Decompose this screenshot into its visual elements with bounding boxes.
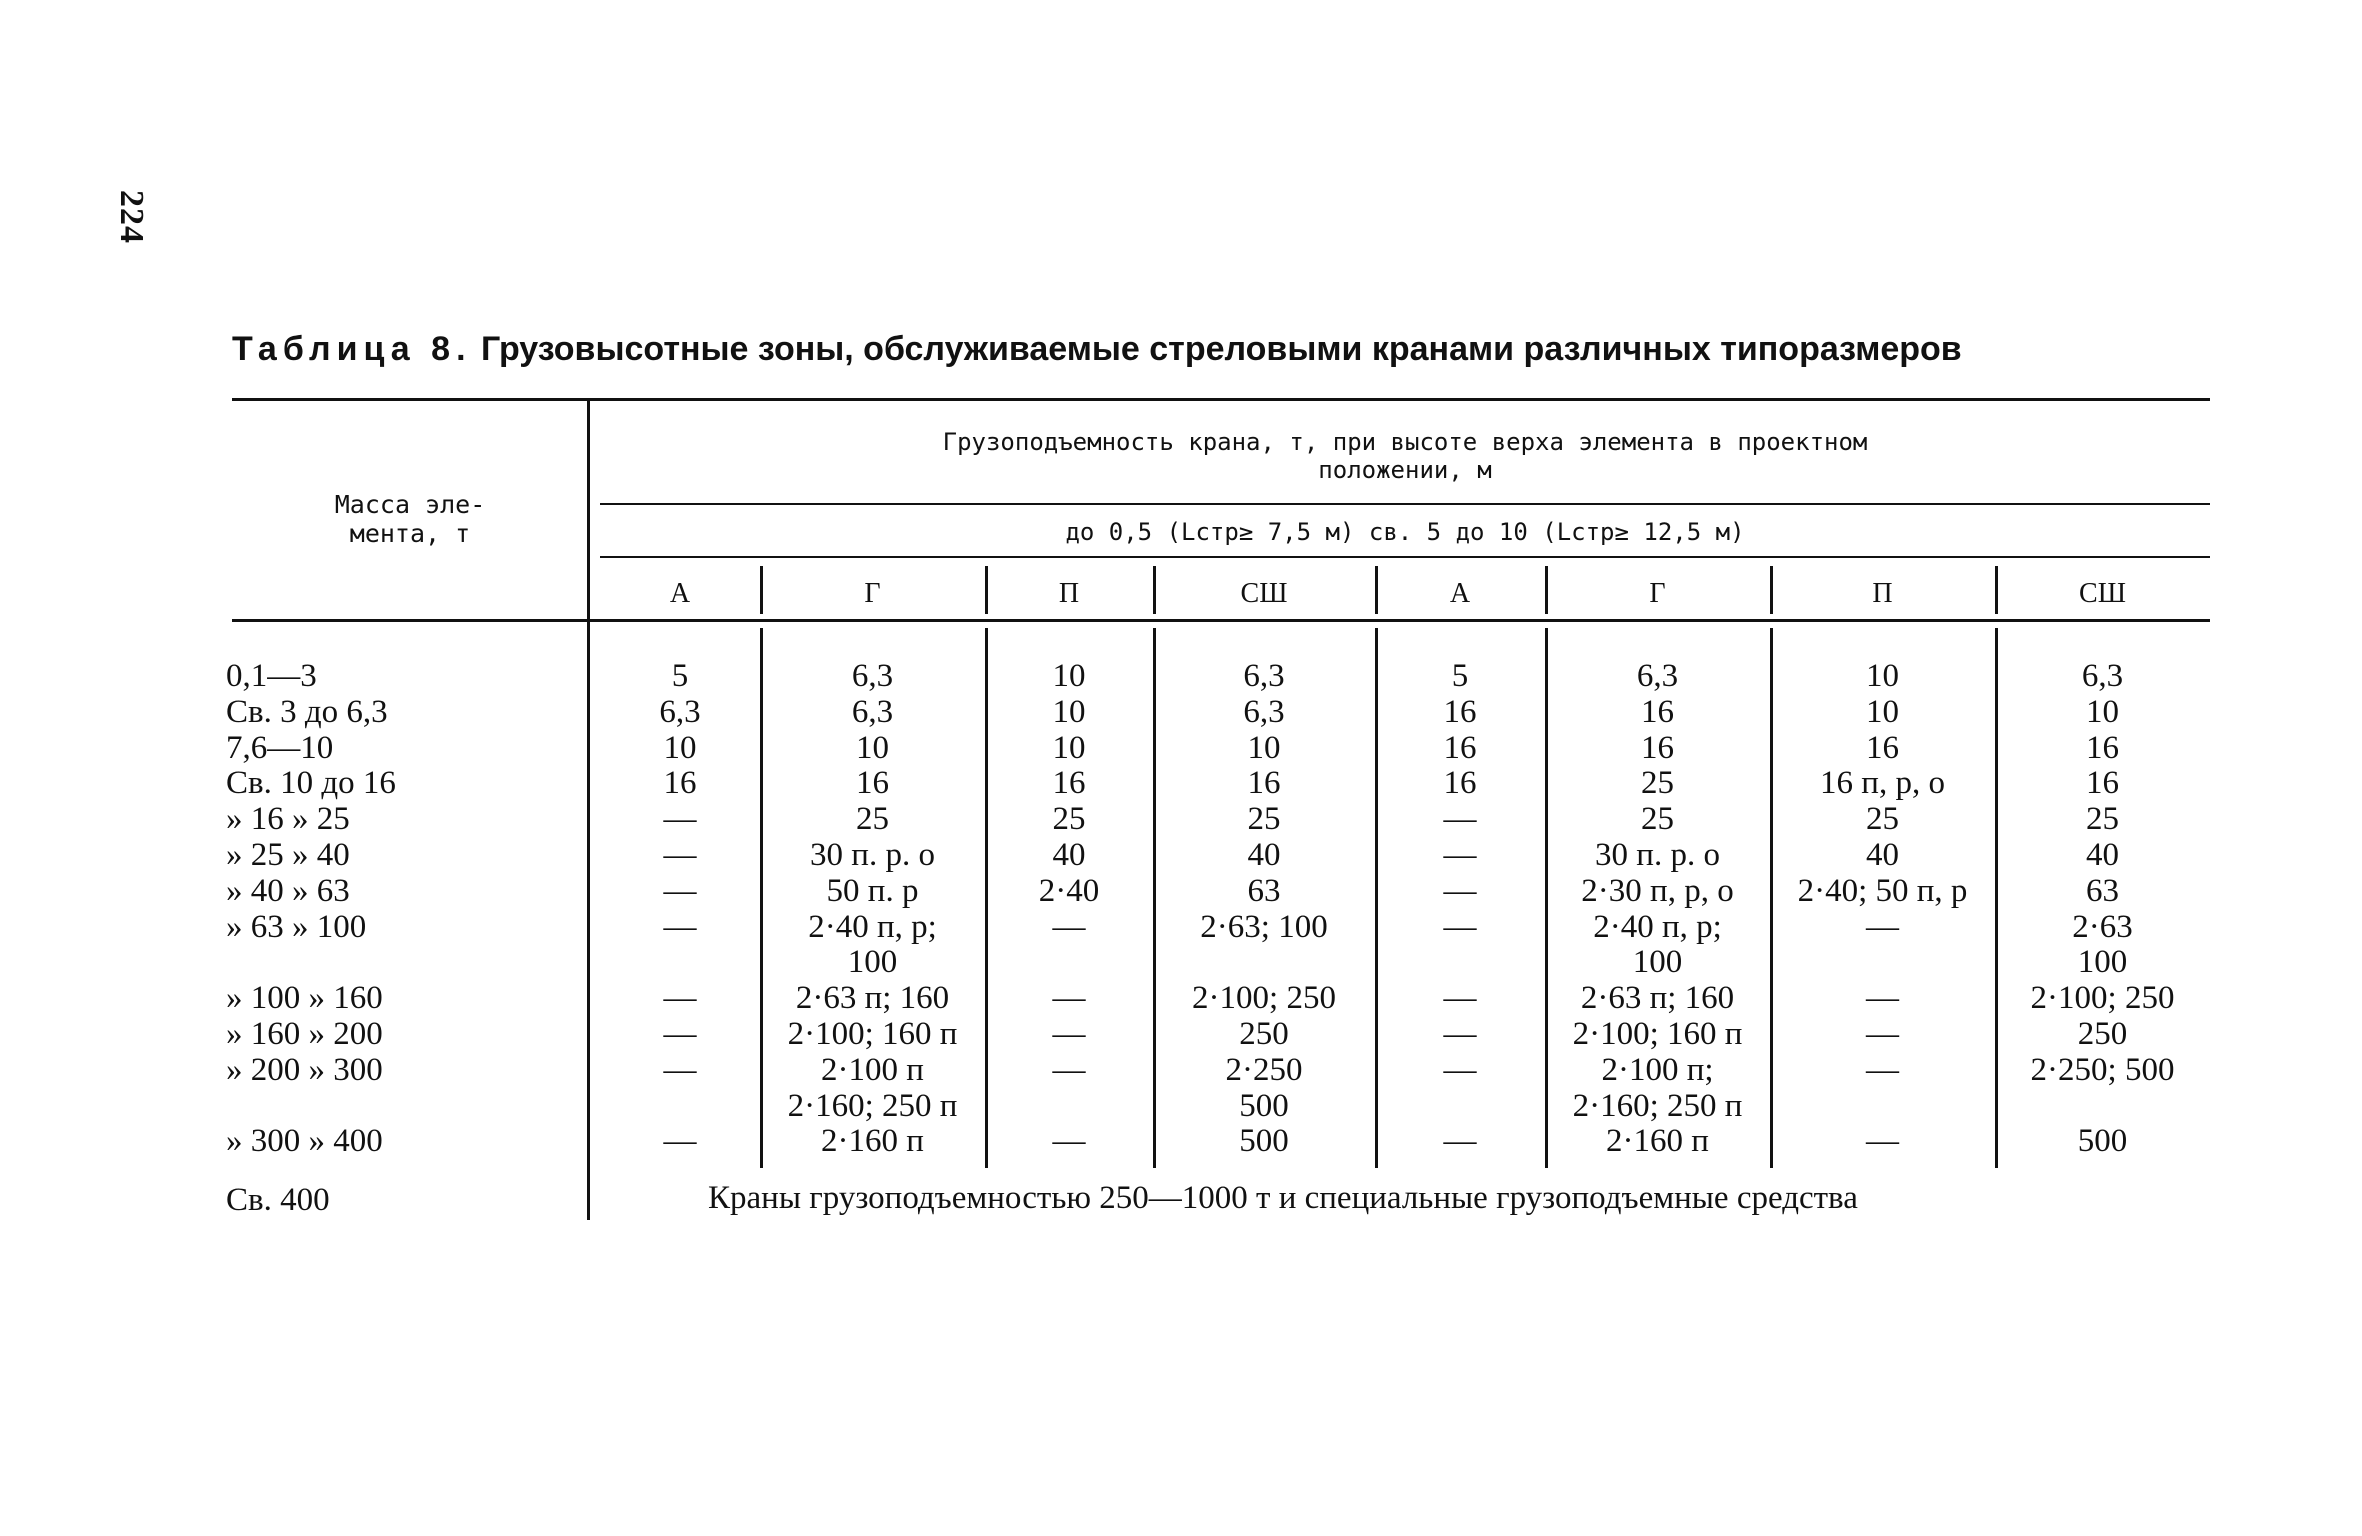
mass-header-line1: Масса эле- xyxy=(334,490,486,519)
table-cell: 16 xyxy=(1641,693,1674,730)
table-cell: — xyxy=(663,1123,697,1160)
table-cell: 250 xyxy=(2077,1016,2128,1052)
table-cell: 16 xyxy=(1443,729,1477,766)
table-cell: 10 xyxy=(1052,658,1086,694)
table-cell: 2·30 п, р, о xyxy=(1581,872,1734,909)
table-cell: 40 xyxy=(1866,837,1899,873)
table-cell: 100 xyxy=(2077,944,2128,981)
mass-column-divider xyxy=(587,400,590,1220)
table-cell: 10 xyxy=(1866,693,1899,730)
table-cell: 6,3 xyxy=(851,658,894,694)
header-column-divider xyxy=(1770,566,1773,614)
table-cell: 25 xyxy=(1247,801,1281,838)
table-cell: — xyxy=(663,1016,697,1052)
table-cell: 40 xyxy=(2086,837,2119,873)
table-cell: 2·160 п xyxy=(821,1123,924,1160)
table-cell: 2·40; 50 п, р xyxy=(1797,872,1968,909)
table-cell: 30 п. р. о xyxy=(1595,837,1720,873)
table-cell: 2·250; 500 xyxy=(2030,1051,2175,1088)
table-cell: 2·160 п xyxy=(1606,1123,1709,1160)
table-cell: — xyxy=(1866,1016,1899,1052)
table-cell: — xyxy=(663,872,697,909)
table-caption xyxy=(232,330,1962,369)
header-column-divider xyxy=(985,566,988,614)
mass-cell: » 160 » 200 xyxy=(226,1016,383,1052)
header-bottom-rule xyxy=(232,619,2210,622)
mass-header xyxy=(240,490,580,548)
table-cell: 6,3 xyxy=(1243,658,1285,694)
height-zones-header: до 0,5 (Lстр≥ 7,5 м) св. 5 до 10 (Lстр≥ 12,5 м) xyxy=(1065,518,1745,546)
column-header: А xyxy=(1449,578,1471,609)
header-column-divider xyxy=(1995,566,1998,614)
mass-cell: » 300 » 400 xyxy=(226,1123,383,1160)
table-cell: — xyxy=(1443,1123,1477,1160)
table-cell: 16 xyxy=(2086,729,2119,766)
table-cell: 16 xyxy=(1866,729,1899,766)
table-cell: 10 xyxy=(663,729,697,766)
table-cell: 5 xyxy=(671,658,689,694)
table-cell: — xyxy=(1866,1051,1899,1088)
table-cell: 2·40 xyxy=(1038,872,1100,909)
column-header: Г xyxy=(1649,578,1666,609)
table-cell: — xyxy=(663,801,697,838)
mass-cell: » 200 » 300 xyxy=(226,1051,383,1088)
header-column-divider xyxy=(1153,566,1156,614)
table-cell: 2·40 п, р; xyxy=(1593,908,1722,945)
table-cell: 25 xyxy=(856,801,889,838)
table-cell: — xyxy=(1443,837,1477,873)
column-header: СШ xyxy=(1240,578,1288,609)
table-cell: 2·100 п; xyxy=(1601,1051,1714,1088)
table-cell: 16 xyxy=(856,765,889,802)
header-rule-2 xyxy=(600,556,2210,558)
table-cell: 10 xyxy=(1866,658,1899,694)
mass-cell: 7,6—10 xyxy=(226,729,334,766)
table-cell: 2·63 п; 160 xyxy=(795,980,950,1017)
mass-cell: » 63 » 100 xyxy=(226,908,367,945)
caption-label: Таблица 8. xyxy=(232,330,472,368)
column-header: Г xyxy=(864,578,881,609)
table-cell: 2·160; 250 п xyxy=(1572,1087,1743,1124)
table-cell: 6,3 xyxy=(1636,658,1679,694)
table-cell: — xyxy=(663,837,697,873)
column-header: П xyxy=(1872,578,1893,609)
table-cell: 500 xyxy=(1239,1087,1289,1124)
table-cell: 6,3 xyxy=(659,693,701,730)
table-cell: 63 xyxy=(1247,872,1281,909)
mass-header-line2: мента, т xyxy=(349,519,471,548)
header-column-divider xyxy=(1545,566,1548,614)
mass-cell: Св. 3 до 6,3 xyxy=(226,693,388,730)
table-cell: 16 xyxy=(2086,765,2119,802)
table-cell: 25 xyxy=(1641,765,1674,802)
capacity-header-line2: положении, м xyxy=(1318,456,1492,484)
table-cell: 2·100; 160 п xyxy=(1572,1016,1743,1052)
table-cell: 16 xyxy=(1443,693,1477,730)
table-cell: 16 xyxy=(1247,765,1281,802)
mass-cell: » 40 » 63 xyxy=(226,872,350,909)
mass-cell: Св. 10 до 16 xyxy=(226,765,396,802)
table-cell: — xyxy=(1443,801,1477,838)
table-cell: 10 xyxy=(1052,729,1086,766)
table-cell: — xyxy=(1443,872,1477,909)
capacity-header xyxy=(600,428,2210,484)
table-cell: 2·160; 250 п xyxy=(787,1087,958,1124)
mass-cell: » 100 » 160 xyxy=(226,980,383,1017)
table-cell: 5 xyxy=(1451,658,1469,694)
table-cell: — xyxy=(1052,1051,1086,1088)
table-cell: 2·100 п xyxy=(821,1051,924,1088)
table-cell: 500 xyxy=(2077,1123,2128,1160)
table-cell: — xyxy=(1866,980,1899,1017)
table-cell: 6,3 xyxy=(2081,658,2124,694)
table-top-rule xyxy=(232,398,2210,401)
table-cell: 100 xyxy=(847,944,898,981)
table-cell: 25 xyxy=(1866,801,1899,838)
table-cell: — xyxy=(1052,1016,1086,1052)
table-cell: 50 п. р xyxy=(826,872,919,909)
table-cell: — xyxy=(1443,908,1477,945)
last-row-text: Краны грузоподъемностью 250—1000 т и специальные грузоподъемные средства xyxy=(708,1180,1858,1216)
table-cell: 10 xyxy=(1247,729,1281,766)
table-cell: — xyxy=(1866,1123,1899,1160)
table-cell: 63 xyxy=(2086,872,2119,909)
table-cell: 250 xyxy=(1239,1016,1289,1052)
table-cell: — xyxy=(1866,908,1899,945)
table-cell: — xyxy=(1443,1051,1477,1088)
table-cell: 2·63; 100 xyxy=(1200,908,1328,945)
table-cell: 6,3 xyxy=(851,693,894,730)
table-cell: 10 xyxy=(2086,693,2119,730)
column-header: А xyxy=(669,578,691,609)
caption-title: Грузовысотные зоны, обслуживаемые стреловыми кранами различных типоразмеров xyxy=(480,330,1962,368)
page-number: 224 xyxy=(113,190,150,244)
table-cell: 2·100; 160 п xyxy=(787,1016,958,1052)
table-cell: 6,3 xyxy=(1243,693,1285,730)
column-header: П xyxy=(1058,578,1080,609)
table-cell: — xyxy=(663,980,697,1017)
table-cell: 16 п, р, о xyxy=(1820,765,1945,802)
header-column-divider xyxy=(760,566,763,614)
table-cell: 16 xyxy=(1052,765,1086,802)
table-cell: 10 xyxy=(1052,693,1086,730)
table-cell: 2·100; 250 xyxy=(2030,980,2175,1017)
table-cell: 30 п. р. о xyxy=(810,837,935,873)
capacity-header-line1: Грузоподъемность крана, т, при высоте верха элемента в проектном xyxy=(942,428,1868,456)
table-cell: 40 xyxy=(1247,837,1281,873)
last-row-mass: Св. 400 xyxy=(226,1182,330,1218)
table-cell: 25 xyxy=(1641,801,1674,838)
table-cell: — xyxy=(1052,1123,1086,1160)
table-cell: 25 xyxy=(2086,801,2119,838)
table-cell: 2·100; 250 xyxy=(1192,980,1336,1017)
mass-cell: 0,1—3 xyxy=(226,658,317,694)
table-cell: — xyxy=(663,1051,697,1088)
table-cell: 16 xyxy=(663,765,697,802)
table-cell: 25 xyxy=(1052,801,1086,838)
header-column-divider xyxy=(1375,566,1378,614)
table-cell: 16 xyxy=(1641,729,1674,766)
table-cell: 2·40 п, р; xyxy=(808,908,937,945)
table-cell: — xyxy=(1052,908,1086,945)
table-cell: — xyxy=(663,908,697,945)
table-cell: — xyxy=(1443,1016,1477,1052)
table-cell: 2·63 п; 160 xyxy=(1580,980,1735,1017)
table-cell: 2·63 xyxy=(2072,908,2133,945)
table-cell: 2·250 xyxy=(1225,1051,1303,1088)
header-rule-1 xyxy=(600,503,2210,505)
column-header: СШ xyxy=(2079,578,2126,609)
mass-cell: » 16 » 25 xyxy=(226,801,350,838)
mass-cell: » 25 » 40 xyxy=(226,837,350,873)
table-cell: — xyxy=(1443,980,1477,1017)
table-cell: 40 xyxy=(1052,837,1086,873)
table-cell: — xyxy=(1052,980,1086,1017)
table-cell: 100 xyxy=(1632,944,1683,981)
table-cell: 500 xyxy=(1239,1123,1289,1160)
table-cell: 16 xyxy=(1443,765,1477,802)
table-cell: 10 xyxy=(856,729,889,766)
